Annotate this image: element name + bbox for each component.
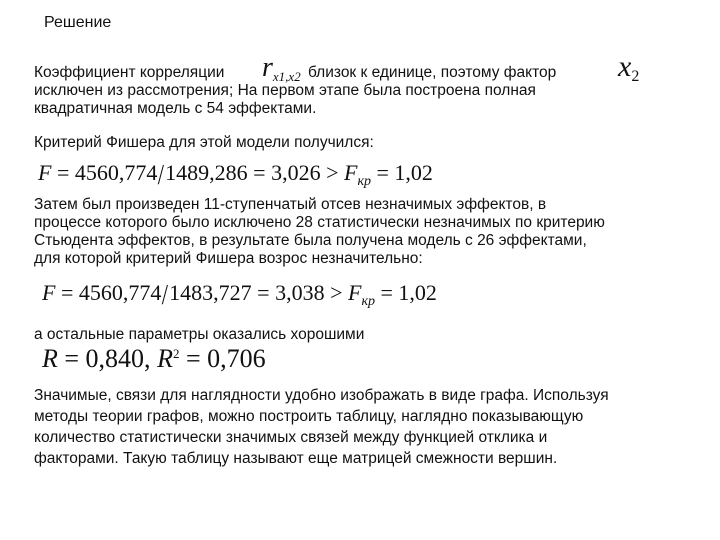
text-line: близок к единице, поэтому фактор xyxy=(308,64,557,81)
r-variable: r xyxy=(262,52,273,83)
formula-r2-var: R xyxy=(157,344,173,373)
text-line: Значимые, связи для наглядности удобно изображать в виде графа. Используя xyxy=(34,387,609,404)
division-slash: / xyxy=(162,280,169,311)
text-line: исключен из рассмотрения; На первом этапе была построена полная xyxy=(34,82,536,99)
formula-f-crit: F xyxy=(343,160,358,185)
division-slash: / xyxy=(158,160,165,191)
factor-symbol xyxy=(618,50,639,86)
formula-r xyxy=(42,344,266,374)
formula-fisher-2 xyxy=(42,280,437,312)
formula-sub: кр xyxy=(361,294,375,309)
text-line: для которой критерий Фишера возрос незначительно: xyxy=(34,250,423,267)
text-line: квадратичная модель с 54 эффектами. xyxy=(34,100,317,117)
formula-part: = 1,02 xyxy=(375,280,437,305)
formula-sup: 2 xyxy=(172,346,180,361)
formula-part: 1483,727 = 3,038 > xyxy=(169,280,348,305)
text-line: Затем был произведен 11-ступенчатый отсев незначимых эффектов, в xyxy=(34,196,547,213)
r-subscript: x1,x2 xyxy=(272,69,301,84)
fisher-intro: Критерий Фишера для этой модели получился: xyxy=(34,134,374,151)
formula-r-var: R xyxy=(42,344,58,373)
formula-part: 1489,286 = 3,026 > xyxy=(165,160,344,185)
params-text: а остальные параметры оказались хорошими xyxy=(34,326,365,343)
formula-part: = 1,02 xyxy=(371,160,433,185)
x-subscript: 2 xyxy=(631,68,640,85)
text-line: методы теории графов, можно построить таблицу, наглядно показывающую xyxy=(34,408,584,425)
formula-sub: кр xyxy=(357,174,371,189)
section-title: Решение xyxy=(44,14,112,31)
x-variable: x xyxy=(618,50,632,83)
formula-part: = 4560,774 xyxy=(51,160,158,185)
correlation-symbol xyxy=(262,52,301,85)
formula-f-crit: F xyxy=(347,280,362,305)
formula-part: = 0,840, xyxy=(57,344,158,373)
text-line: факторами. Такую таблицу называют еще матрицей смежности вершин. xyxy=(34,450,558,467)
formula-part: = 0,706 xyxy=(179,344,266,373)
formula-f: F xyxy=(38,160,52,185)
formula-part: = 4560,774 xyxy=(55,280,162,305)
text-line: Коэффициент корреляции xyxy=(34,64,225,81)
text-line: количество статистически значимых связей между функцией отклика и xyxy=(34,429,548,446)
formula-f: F xyxy=(42,280,56,305)
text-line: процессе которого было исключено 28 статистически незначимых по критерию xyxy=(34,214,605,231)
formula-fisher-1 xyxy=(38,160,433,192)
text-line: Стьюдента эффектов, в результате была получена модель с 26 эффектами, xyxy=(34,232,587,249)
